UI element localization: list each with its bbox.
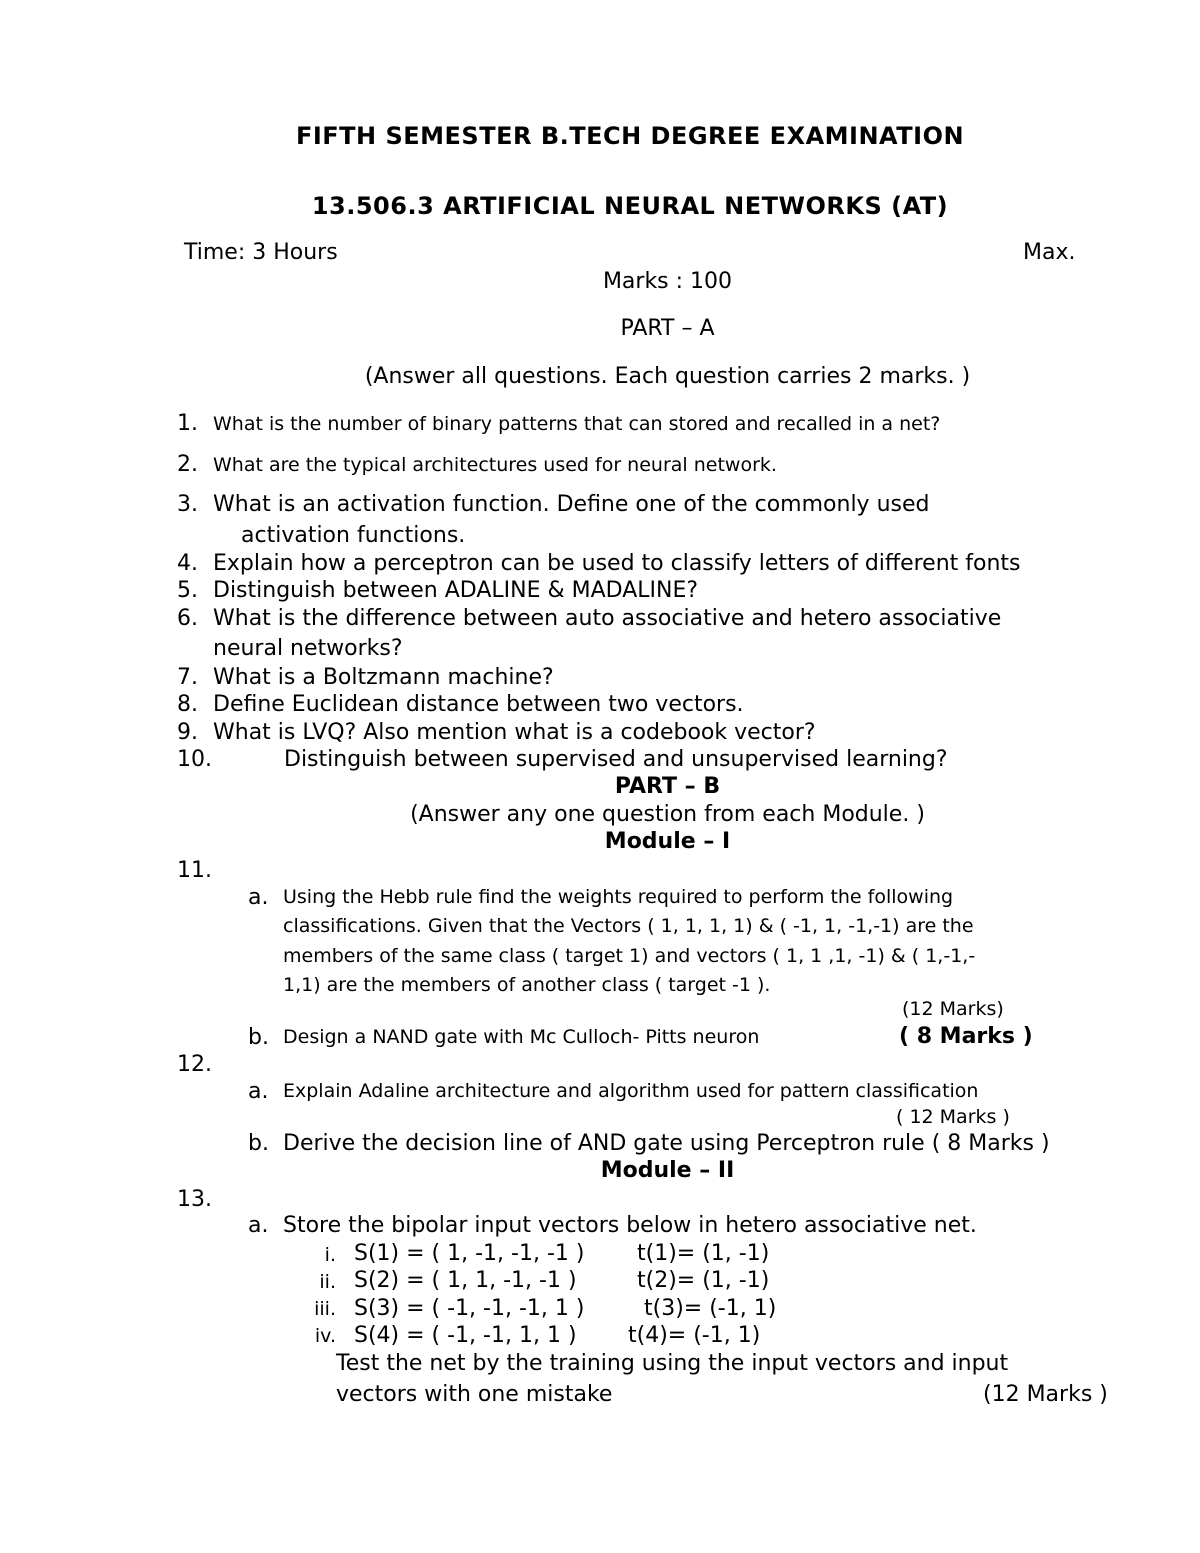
question-number: 3. bbox=[177, 492, 198, 517]
sub-question-label: a. bbox=[248, 1079, 269, 1104]
marks-label: ( 8 Marks ) bbox=[899, 1024, 1033, 1049]
max-marks: Marks : 100 bbox=[602, 269, 733, 294]
question-text: members of the same class ( target 1) and vectors ( 1, 1 ,1, -1) & ( 1,-1,- bbox=[283, 945, 976, 967]
input-vector: S(1) = ( 1, -1, -1, -1 ) bbox=[354, 1241, 585, 1266]
question-number: 1. bbox=[177, 411, 198, 436]
question-number: 7. bbox=[177, 665, 198, 690]
marks-label: (12 Marks ) bbox=[983, 1382, 1108, 1407]
question-number: 8. bbox=[177, 692, 198, 717]
question-text: What are the typical architectures used for neural network. bbox=[213, 454, 777, 476]
question-text: Explain how a perceptron can be used to classify letters of different fonts bbox=[213, 551, 1021, 576]
question-text: What is LVQ? Also mention what is a codebook vector? bbox=[213, 720, 816, 745]
question-number: 5. bbox=[177, 578, 198, 603]
question-number: 6. bbox=[177, 606, 198, 631]
question-text: What is a Boltzmann machine? bbox=[213, 665, 554, 690]
question-text: vectors with one mistake bbox=[336, 1382, 613, 1407]
target-vector: t(3)= (-1, 1) bbox=[644, 1296, 777, 1321]
part-b-instruction: (Answer any one question from each Module. ) bbox=[410, 802, 925, 827]
part-a-instruction: (Answer all questions. Each question carries 2 marks. ) bbox=[364, 364, 971, 389]
question-number: 9. bbox=[177, 720, 198, 745]
sub-question-label: a. bbox=[248, 885, 269, 910]
target-vector: t(4)= (-1, 1) bbox=[628, 1323, 761, 1348]
question-text: What is the difference between auto associative and hetero associative bbox=[213, 606, 1002, 631]
question-text: Distinguish between supervised and unsupervised learning? bbox=[284, 747, 948, 772]
marks-label: (12 Marks) bbox=[902, 998, 1004, 1020]
question-text: Test the net by the training using the input vectors and input bbox=[336, 1351, 1009, 1376]
question-text: classifications. Given that the Vectors ( 1, 1, 1, 1) & ( -1, 1, -1,-1) are the bbox=[283, 915, 974, 937]
question-text: Store the bipolar input vectors below in hetero associative net. bbox=[283, 1213, 977, 1238]
max-label: Max. bbox=[1023, 240, 1076, 265]
time-label: Time: 3 Hours bbox=[184, 240, 338, 265]
target-vector: t(2)= (1, -1) bbox=[637, 1268, 770, 1293]
sub-question-label: a. bbox=[248, 1213, 269, 1238]
question-text: Design a NAND gate with Mc Culloch- Pitts neuron bbox=[283, 1026, 760, 1048]
question-text: Distinguish between ADALINE & MADALINE? bbox=[213, 578, 699, 603]
question-number: 4. bbox=[177, 551, 198, 576]
question-text: Define Euclidean distance between two vectors. bbox=[213, 692, 744, 717]
part-b-heading: PART – B bbox=[614, 774, 721, 799]
question-text-cont: neural networks? bbox=[213, 636, 403, 661]
input-vector: S(4) = ( -1, -1, 1, 1 ) bbox=[354, 1323, 577, 1348]
question-text: 1,1) are the members of another class ( target -1 ). bbox=[283, 974, 771, 996]
roman-numeral: iii. bbox=[314, 1298, 336, 1320]
roman-numeral: i. bbox=[324, 1244, 336, 1266]
part-a-heading: PART – A bbox=[620, 316, 715, 341]
question-number: 11. bbox=[177, 858, 212, 883]
question-text: Using the Hebb rule find the weights required to perform the following bbox=[283, 886, 954, 908]
input-vector: S(3) = ( -1, -1, -1, 1 ) bbox=[354, 1296, 585, 1321]
question-number: 2. bbox=[177, 452, 198, 477]
exam-title: FIFTH SEMESTER B.TECH DEGREE EXAMINATION bbox=[295, 122, 965, 150]
target-vector: t(1)= (1, -1) bbox=[637, 1241, 770, 1266]
sub-question-label: b. bbox=[248, 1131, 269, 1156]
question-text: Derive the decision line of AND gate using Perceptron rule ( 8 Marks ) bbox=[283, 1131, 1050, 1156]
question-number: 12. bbox=[177, 1052, 212, 1077]
question-number: 10. bbox=[177, 747, 212, 772]
module-2-heading: Module – II bbox=[600, 1158, 735, 1183]
roman-numeral: iv. bbox=[314, 1325, 336, 1347]
marks-label: ( 12 Marks ) bbox=[896, 1106, 1010, 1128]
roman-numeral: ii. bbox=[319, 1271, 336, 1293]
sub-question-label: b. bbox=[248, 1025, 269, 1050]
question-text: What is an activation function. Define one of the commonly used bbox=[213, 492, 930, 517]
input-vector: S(2) = ( 1, 1, -1, -1 ) bbox=[354, 1268, 577, 1293]
subject-title: 13.506.3 ARTIFICIAL NEURAL NETWORKS (AT) bbox=[311, 192, 949, 220]
question-text: What is the number of binary patterns that can stored and recalled in a net? bbox=[213, 413, 941, 435]
question-number: 13. bbox=[177, 1187, 212, 1212]
question-text: Explain Adaline architecture and algorithm used for pattern classification bbox=[283, 1080, 979, 1102]
module-1-heading: Module – I bbox=[604, 829, 731, 854]
question-text-cont: activation functions. bbox=[241, 523, 466, 548]
